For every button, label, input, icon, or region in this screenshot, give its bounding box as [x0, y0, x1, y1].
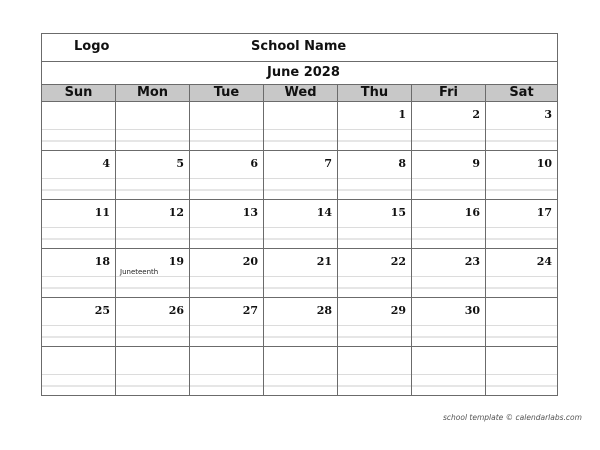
note-line	[412, 238, 485, 240]
note-line	[264, 385, 337, 387]
day-cell	[264, 200, 338, 248]
day-number: 17	[536, 206, 552, 219]
day-number: 4	[102, 157, 110, 170]
day-number: 19	[168, 255, 184, 268]
note-line	[42, 189, 115, 191]
note-line	[412, 287, 485, 289]
day-cell	[338, 347, 412, 395]
note-line	[264, 189, 337, 191]
week-row	[42, 347, 557, 395]
day-number: 25	[94, 304, 110, 317]
note-line	[412, 325, 485, 326]
day-cell	[116, 102, 190, 150]
day-cell	[190, 102, 264, 150]
day-number: 6	[250, 157, 258, 170]
note-line	[486, 227, 557, 228]
note-line	[412, 385, 485, 387]
day-number: 10	[536, 157, 552, 170]
note-line	[264, 140, 337, 142]
note-line	[42, 374, 115, 375]
note-line	[412, 276, 485, 277]
weekday-header	[42, 85, 557, 102]
note-line	[338, 238, 411, 240]
day-number: 5	[176, 157, 184, 170]
day-cell	[264, 102, 338, 150]
day-cell	[190, 249, 264, 297]
note-line	[486, 325, 557, 326]
day-cell	[412, 102, 486, 150]
title-row	[42, 34, 557, 62]
day-number: 30	[464, 304, 480, 317]
week-row	[42, 151, 557, 200]
day-cell	[116, 200, 190, 248]
day-cell	[486, 102, 557, 150]
note-line	[486, 238, 557, 240]
day-number: 13	[242, 206, 258, 219]
day-number: 18	[94, 255, 110, 268]
day-cell	[338, 298, 412, 346]
note-line	[264, 129, 337, 130]
day-cell	[486, 298, 557, 346]
note-line	[42, 129, 115, 130]
note-line	[190, 276, 263, 277]
note-line	[116, 287, 189, 289]
day-cell	[116, 298, 190, 346]
note-line	[412, 374, 485, 375]
note-line	[116, 140, 189, 142]
note-line	[116, 336, 189, 338]
weeks-grid	[42, 102, 557, 395]
calendar	[41, 33, 558, 396]
note-line	[42, 287, 115, 289]
day-cell	[338, 249, 412, 297]
note-line	[42, 336, 115, 338]
day-number: 7	[324, 157, 332, 170]
note-line	[42, 178, 115, 179]
note-line	[190, 129, 263, 130]
month-row	[42, 62, 557, 85]
note-line	[338, 385, 411, 387]
weekday-tue: Tue	[190, 85, 264, 101]
note-line	[116, 178, 189, 179]
day-cell	[264, 298, 338, 346]
day-number: 28	[316, 304, 332, 317]
day-cell	[264, 249, 338, 297]
school-name: School Name	[251, 39, 347, 54]
day-cell	[486, 249, 557, 297]
note-line	[338, 287, 411, 289]
day-number: 1	[398, 108, 406, 121]
note-line	[264, 336, 337, 338]
day-number: 22	[390, 255, 406, 268]
day-cell	[412, 151, 486, 199]
note-line	[338, 178, 411, 179]
day-number: 3	[544, 108, 552, 121]
note-line	[486, 178, 557, 179]
weekday-sat: Sat	[509, 85, 534, 100]
day-cell	[42, 200, 116, 248]
note-line	[338, 129, 411, 130]
day-cell	[338, 102, 412, 150]
note-line	[338, 227, 411, 228]
note-line	[42, 227, 115, 228]
month-title: June 2028	[267, 65, 340, 80]
note-line	[338, 189, 411, 191]
note-line	[116, 276, 189, 277]
day-number: 15	[390, 206, 406, 219]
note-line	[412, 227, 485, 228]
day-number: 12	[168, 206, 184, 219]
week-row	[42, 102, 557, 151]
day-number: 29	[390, 304, 406, 317]
note-line	[42, 140, 115, 142]
footer-credit: school template © calendarlabs.com	[443, 413, 582, 422]
note-line	[486, 189, 557, 191]
day-cell	[486, 151, 557, 199]
note-line	[486, 336, 557, 338]
note-line	[42, 276, 115, 277]
day-cell	[116, 347, 190, 395]
note-line	[264, 178, 337, 179]
note-line	[116, 374, 189, 375]
note-line	[486, 276, 557, 277]
weekday-thu: Thu	[338, 85, 412, 101]
note-line	[42, 238, 115, 240]
note-line	[190, 238, 263, 240]
note-line	[486, 374, 557, 375]
day-cell	[486, 347, 557, 395]
note-line	[486, 129, 557, 130]
day-number: 2	[472, 108, 480, 121]
day-cell	[42, 102, 116, 150]
note-line	[116, 238, 189, 240]
day-cell	[190, 200, 264, 248]
note-line	[116, 129, 189, 130]
note-line	[42, 385, 115, 387]
note-line	[338, 374, 411, 375]
day-cell	[42, 151, 116, 199]
note-line	[264, 374, 337, 375]
day-cell	[338, 200, 412, 248]
day-cell	[190, 298, 264, 346]
note-line	[190, 287, 263, 289]
day-cell	[338, 151, 412, 199]
note-line	[412, 178, 485, 179]
day-number: 27	[242, 304, 258, 317]
note-line	[486, 140, 557, 142]
note-line	[338, 325, 411, 326]
note-line	[190, 178, 263, 179]
note-line	[338, 276, 411, 277]
note-line	[486, 385, 557, 387]
day-cell	[412, 298, 486, 346]
day-number: 9	[472, 157, 480, 170]
note-line	[264, 325, 337, 326]
note-line	[116, 325, 189, 326]
day-cell	[190, 347, 264, 395]
note-line	[116, 189, 189, 191]
day-cell	[412, 347, 486, 395]
weekday-mon: Mon	[116, 85, 190, 101]
note-line	[264, 276, 337, 277]
day-cell	[264, 151, 338, 199]
note-line	[190, 336, 263, 338]
note-line	[338, 140, 411, 142]
week-row	[42, 298, 557, 347]
note-line	[412, 129, 485, 130]
day-cell	[116, 151, 190, 199]
week-row	[42, 200, 557, 249]
note-line	[116, 227, 189, 228]
note-line	[412, 336, 485, 338]
note-line	[190, 325, 263, 326]
note-line	[190, 374, 263, 375]
note-line	[190, 385, 263, 387]
note-line	[486, 287, 557, 289]
day-cell	[42, 347, 116, 395]
day-number: 20	[242, 255, 258, 268]
day-number: 24	[536, 255, 552, 268]
day-number: 26	[168, 304, 184, 317]
note-line	[264, 227, 337, 228]
note-line	[264, 287, 337, 289]
note-line	[190, 189, 263, 191]
day-number: 21	[316, 255, 332, 268]
day-cell	[486, 200, 557, 248]
day-cell	[116, 249, 190, 297]
weekday-wed: Wed	[264, 85, 338, 101]
weekday-sun: Sun	[42, 85, 116, 101]
day-number: 23	[464, 255, 480, 268]
day-cell	[42, 298, 116, 346]
holiday-label: Juneteenth	[120, 268, 159, 276]
day-cell	[412, 249, 486, 297]
note-line	[412, 140, 485, 142]
day-cell	[264, 347, 338, 395]
week-row	[42, 249, 557, 298]
logo-placeholder: Logo	[74, 39, 110, 54]
note-line	[264, 238, 337, 240]
note-line	[338, 336, 411, 338]
note-line	[42, 325, 115, 326]
note-line	[116, 385, 189, 387]
note-line	[190, 227, 263, 228]
weekday-fri: Fri	[412, 85, 486, 101]
day-cell	[190, 151, 264, 199]
day-number: 11	[94, 206, 110, 219]
day-number: 8	[398, 157, 406, 170]
day-number: 16	[464, 206, 480, 219]
note-line	[190, 140, 263, 142]
day-cell	[412, 200, 486, 248]
day-number: 14	[316, 206, 332, 219]
day-cell	[42, 249, 116, 297]
note-line	[412, 189, 485, 191]
